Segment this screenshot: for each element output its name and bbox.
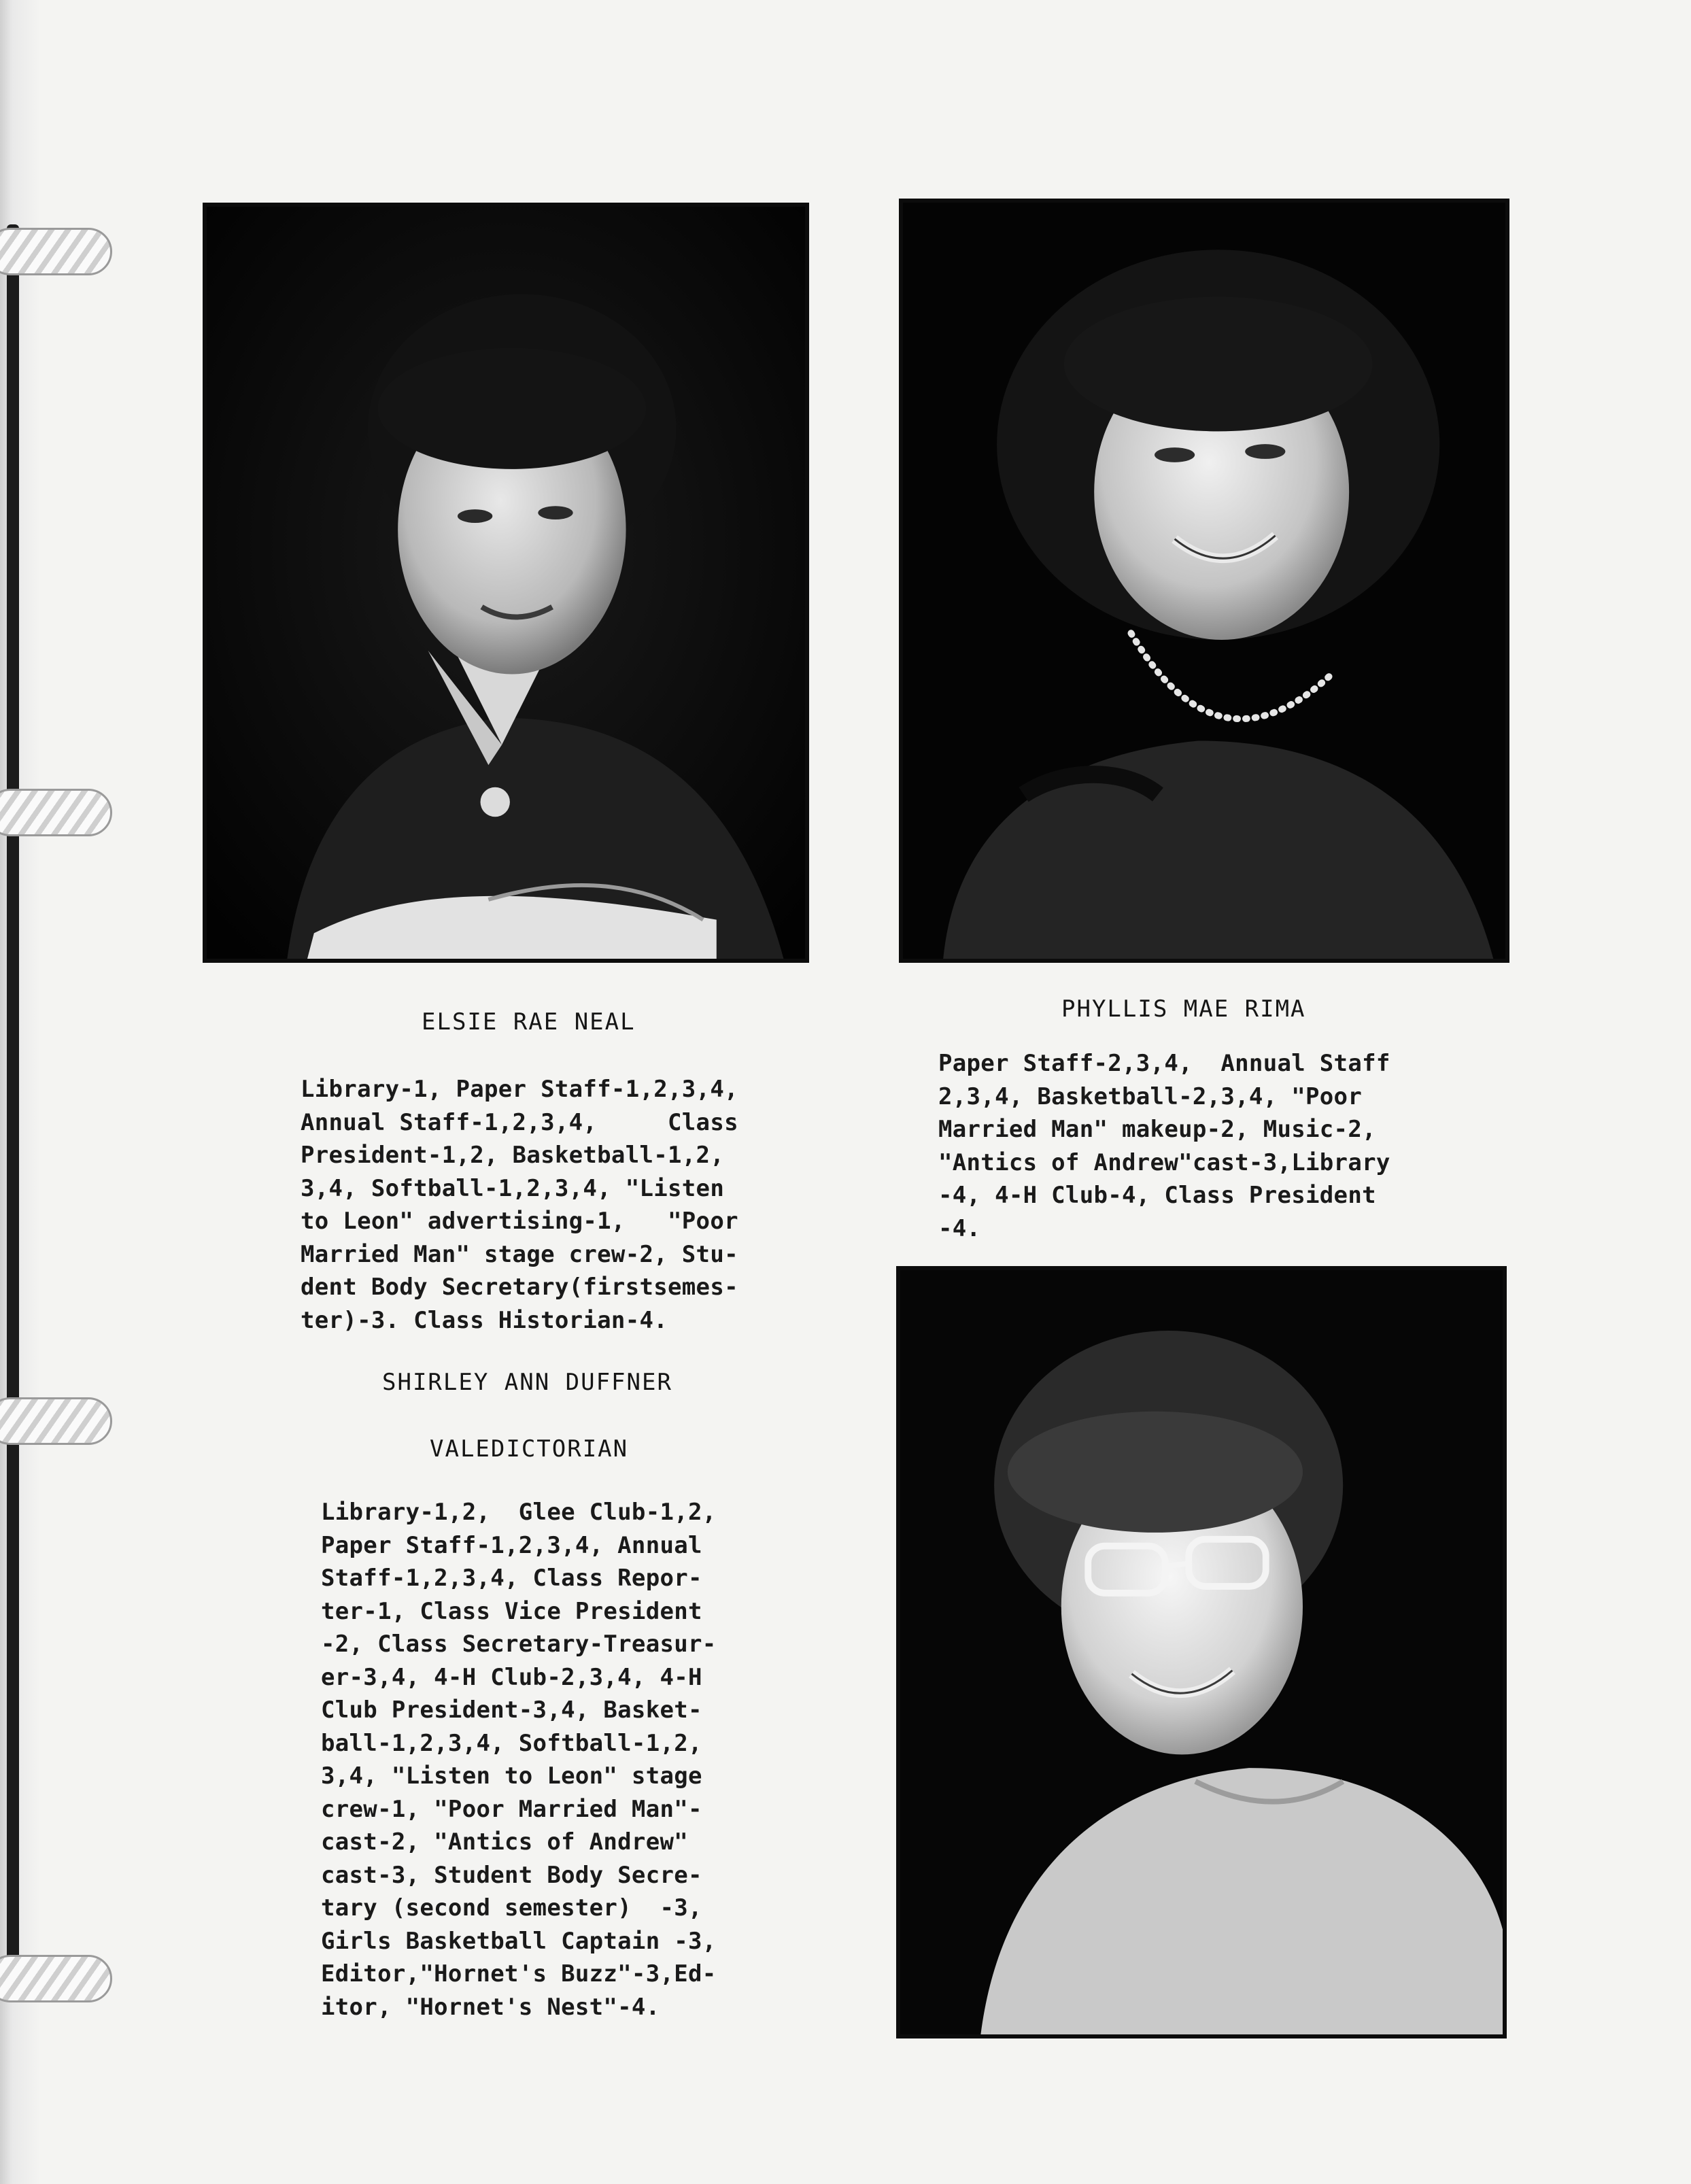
bio-line: 3,4, Softball-1,2,3,4, "Listen: [301, 1174, 725, 1202]
bio-line: Girls Basketball Captain -3,: [321, 1927, 717, 1955]
bio-line: -4.: [938, 1214, 981, 1242]
bio-line: cast-3, Student Body Secre-: [321, 1861, 702, 1889]
bio-line: ter-1, Class Vice President: [321, 1597, 702, 1625]
bio-line: to Leon" advertising-1, "Poor: [301, 1208, 738, 1235]
bio-line: "Antics of Andrew"cast-3,Library: [938, 1148, 1390, 1176]
bio-line: er-3,4, 4-H Club-2,3,4, 4-H: [321, 1663, 702, 1691]
bio-line: ball-1,2,3,4, Softball-1,2,: [321, 1729, 702, 1757]
bio-line: tary (second semester) -3,: [321, 1894, 702, 1922]
bio-line: Married Man" stage crew-2, Stu-: [301, 1240, 738, 1268]
bio-line: Paper Staff-1,2,3,4, Annual: [321, 1531, 702, 1559]
binder-ring-3: [0, 1397, 112, 1445]
binder-spine: [7, 224, 19, 1992]
bio-line: -4, 4-H Club-4, Class President: [938, 1182, 1376, 1209]
bio-line: cast-2, "Antics of Andrew": [321, 1828, 689, 1856]
student-name-phyllis: PHYLLIS MAE RIMA: [1061, 995, 1306, 1023]
bio-line: 3,4, "Listen to Leon" stage: [321, 1762, 702, 1790]
bio-line: Editor,"Hornet's Buzz"-3,Ed-: [321, 1960, 717, 1987]
bio-line: Library-1,2, Glee Club-1,2,: [321, 1499, 717, 1526]
bio-line: Club President-3,4, Basket-: [321, 1696, 702, 1724]
bio-line: -2, Class Secretary-Treasur-: [321, 1631, 717, 1658]
portrait-elsie-rae-neal: [203, 203, 809, 963]
bio-line: dent Body Secretary(firstsemes-: [301, 1274, 738, 1301]
bio-line: itor, "Hornet's Nest"-4.: [321, 1993, 660, 2021]
bio-line: 2,3,4, Basketball-2,3,4, "Poor: [938, 1082, 1363, 1110]
bio-line: President-1,2, Basketball-1,2,: [301, 1142, 725, 1169]
bio-line: ter)-3. Class Historian-4.: [301, 1306, 668, 1334]
bio-line: Paper Staff-2,3,4, Annual Staff: [938, 1050, 1390, 1077]
portrait-phyllis-mae-rima: [899, 199, 1509, 963]
student-bio-phyllis: [938, 1047, 1390, 1245]
binder-ring-2: [0, 789, 112, 836]
bio-line: Annual Staff-1,2,3,4, Class: [301, 1108, 738, 1136]
bio-line: Staff-1,2,3,4, Class Repor-: [321, 1565, 702, 1592]
bio-line: crew-1, "Poor Married Man"-: [321, 1795, 702, 1823]
binder-ring-4: [0, 1955, 112, 2002]
student-bio-elsie: [301, 1073, 738, 1337]
student-name-shirley: SHIRLEY ANN DUFFNER: [382, 1369, 672, 1396]
portrait-shirley-ann-duffner: [896, 1266, 1507, 2038]
binder-ring-1: [0, 228, 112, 275]
valedictorian-title: VALEDICTORIAN: [430, 1435, 629, 1463]
bio-line: Married Man" makeup-2, Music-2,: [938, 1116, 1376, 1143]
student-name-elsie: ELSIE RAE NEAL: [422, 1008, 636, 1036]
bio-line: Library-1, Paper Staff-1,2,3,4,: [301, 1076, 738, 1103]
student-bio-shirley: [321, 1496, 717, 2024]
